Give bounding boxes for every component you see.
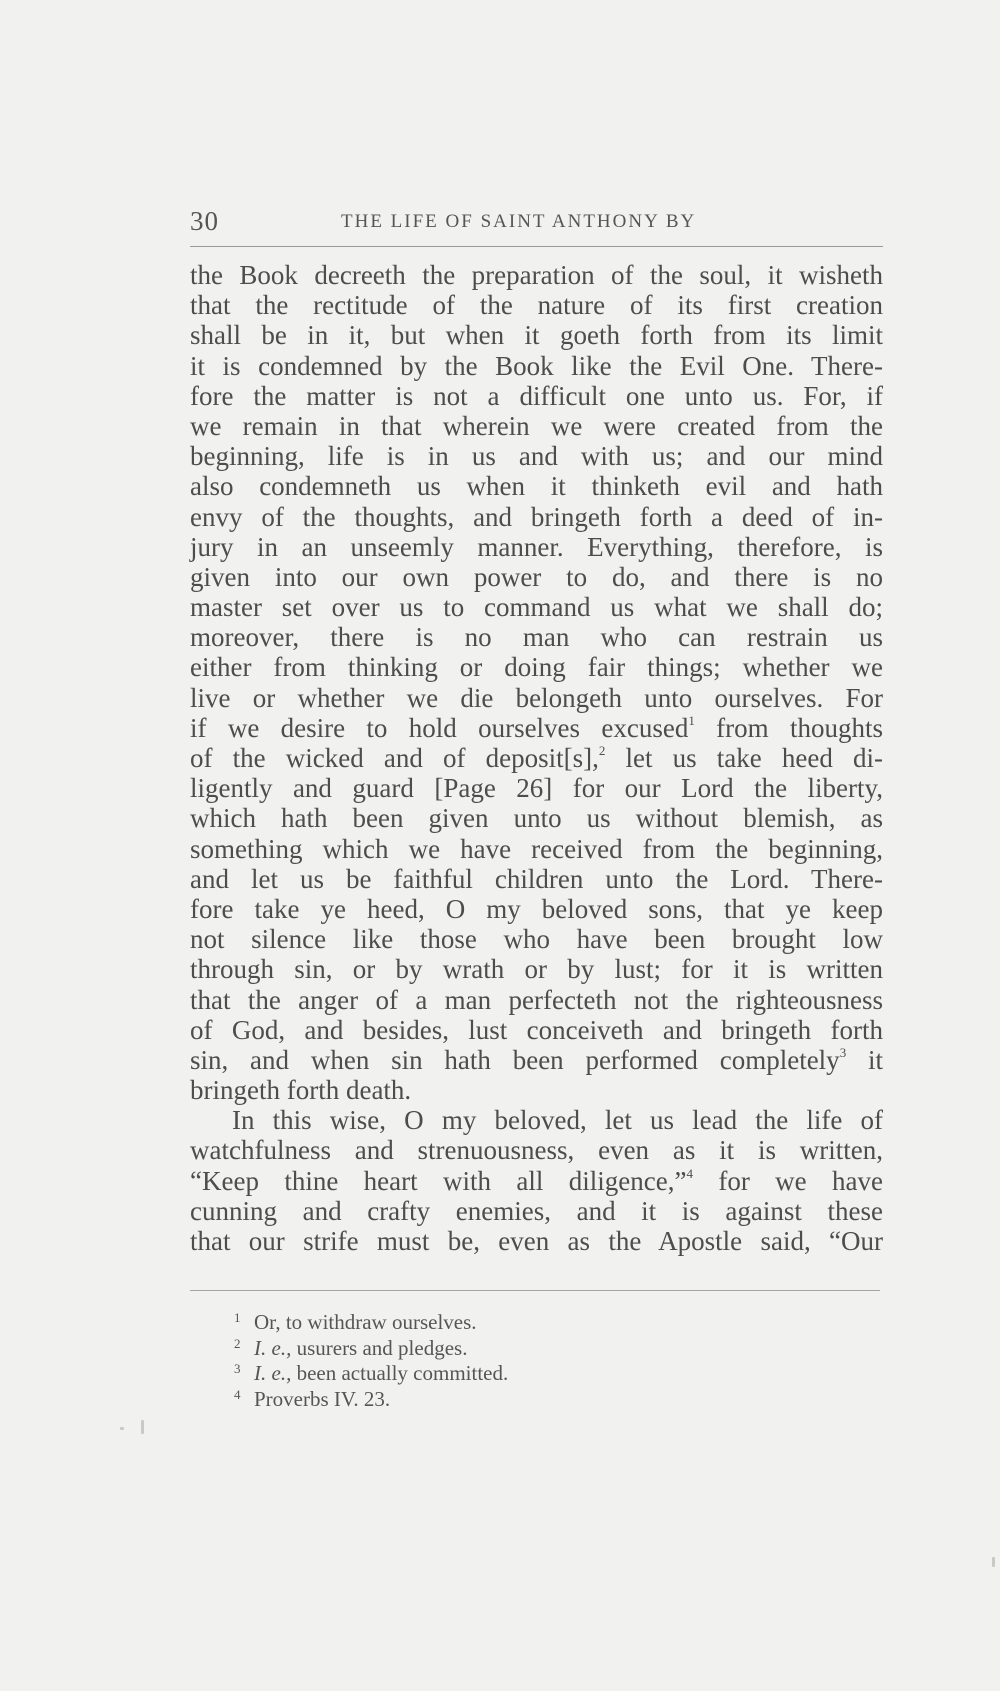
body-text <box>190 260 883 1256</box>
text-line: envy of the thoughts, and bringeth forth a deed of in- <box>190 501 883 532</box>
paragraph-start-line: In this wise, O my beloved, let us lead the life of <box>232 1105 883 1136</box>
text-line: which hath been given unto us without blemish, as <box>190 803 883 834</box>
text-line: that the anger of a man perfecteth not the righteousness <box>190 984 883 1015</box>
text-segment: let us take heed di- <box>625 743 883 773</box>
running-head <box>190 206 883 247</box>
text-line: moreover, there is no man who can restrain us <box>190 622 883 653</box>
text-line: jury in an unseemly manner. Everything, therefore, is <box>190 531 883 562</box>
paper-speck <box>992 1557 995 1567</box>
note-marker: 4 <box>686 1165 693 1181</box>
note-marker: 2 <box>598 743 606 758</box>
text-line: of God, and besides, lust conceiveth and bringeth forth <box>190 1014 883 1045</box>
footnote-text: Or, to withdraw ourselves. <box>254 1310 477 1334</box>
footnote-text: been actually committed. <box>291 1361 509 1385</box>
text-line: cunning and crafty enemies, and it is against these <box>190 1195 883 1226</box>
text-segment: sin, and when sin hath been performed completely <box>190 1044 840 1075</box>
text-line: live or whether we die belongeth unto ourselves. For <box>190 682 883 713</box>
text-line: and let us be faithful children unto the Lord. There- <box>190 863 883 894</box>
text-line-with-note <box>190 743 883 773</box>
text-segment: “Keep thine heart with all diligence,” <box>190 1165 687 1196</box>
text-line: fore take ye heed, O my beloved sons, that ye keep <box>190 893 883 924</box>
page-number: 30 <box>190 206 219 236</box>
text-line: not silence like those who have been brought low <box>190 924 883 955</box>
footnote-text: Proverbs IV. 23. <box>254 1386 391 1411</box>
footnote: 4 Proverbs IV. 23. <box>234 1386 391 1411</box>
text-segment: from thoughts <box>716 712 883 743</box>
footnote: 1 Or, to withdraw ourselves. <box>234 1310 477 1334</box>
footnotes <box>234 1310 874 1412</box>
footnote-text: usurers and pledges. <box>291 1335 468 1360</box>
text-segment: for we have <box>718 1165 884 1196</box>
text-segment: it <box>868 1044 884 1075</box>
text-line: through sin, or by wrath or by lust; for it is written <box>190 954 883 985</box>
footnote-divider <box>190 1290 880 1291</box>
text-line: given into our own power to do, and there is no <box>190 561 883 592</box>
text-line-with-note <box>190 1045 883 1075</box>
text-line: we remain in that wherein we were created from the <box>190 410 883 441</box>
note-marker: 3 <box>839 1044 847 1060</box>
footnote-lead: I. e., <box>254 1335 292 1360</box>
text-line-with-note <box>190 713 883 743</box>
text-line: it is condemned by the Book like the Evil One. There- <box>190 350 883 381</box>
text-line: beginning, life is in us and with us; and our mind <box>190 441 883 472</box>
text-line: that our strife must be, even as the Apostle said, “Our <box>190 1226 883 1256</box>
text-line: master set over us to command us what we shall do; <box>190 592 883 623</box>
text-line: the Book decreeth the preparation of the soul, it wisheth <box>190 260 883 290</box>
text-segment: if we desire to hold ourselves excused <box>190 712 689 743</box>
footnote: 3 I. e., been actually committed. <box>234 1361 509 1385</box>
footnote-lead: I. e., <box>254 1361 292 1385</box>
text-line: something which we have received from the beginning, <box>190 833 883 864</box>
text-segment: of the wicked and of deposit[s], <box>190 743 599 773</box>
text-line: that the rectitude of the nature of its first creation <box>190 290 883 321</box>
text-line: shall be in it, but when it goeth forth from its limit <box>190 320 883 351</box>
text-line: watchfulness and strenuousness, even as it is written, <box>190 1135 883 1166</box>
text-line: either from thinking or doing fair things; whether we <box>190 652 883 683</box>
paper-speck <box>120 1427 124 1430</box>
note-marker: 1 <box>688 712 695 728</box>
text-line-with-note <box>190 1166 883 1196</box>
paper-speck <box>141 1420 144 1434</box>
text-line: bringeth forth death. <box>190 1075 412 1106</box>
running-title: THE LIFE OF SAINT ANTHONY BY <box>341 211 697 232</box>
footnote: 2 I. e., usurers and pledges. <box>234 1335 468 1360</box>
text-line: ligently and guard [Page 26] for our Lord the liberty, <box>190 773 883 804</box>
text-line: also condemneth us when it thinketh evil and hath <box>190 471 883 502</box>
text-line: fore the matter is not a difficult one unto us. For, if <box>190 380 883 411</box>
